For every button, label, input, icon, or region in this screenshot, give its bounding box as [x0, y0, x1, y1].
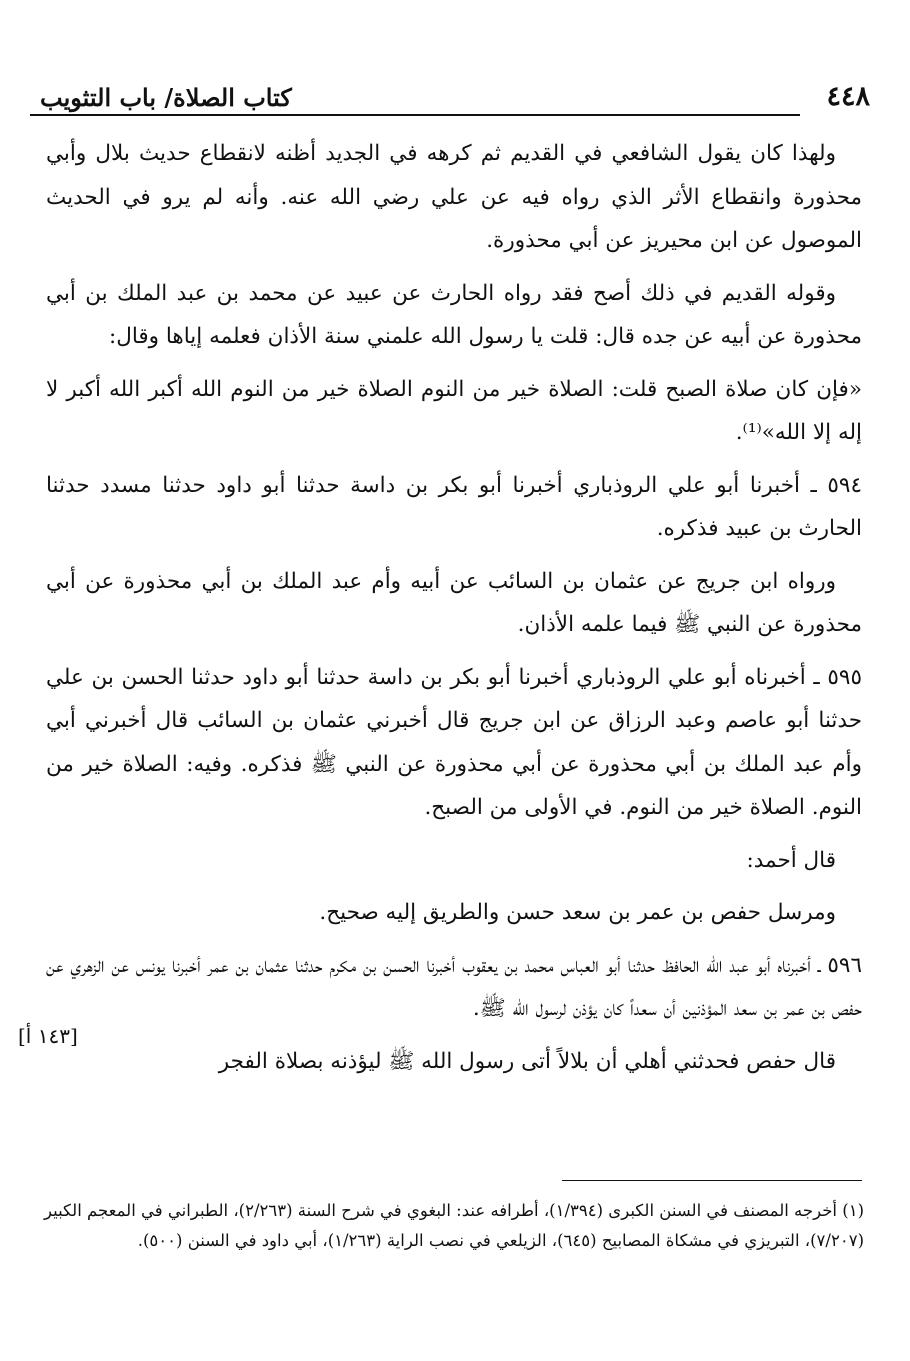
- hadith-596: ٥٩٦ ـ أخبرناه أبو عبد الله الحافظ حدثنا أبو العباس محمد بن يعقوب أخبرنا الحسن بن مكرم حدثنا عثمان بن عمر أخبرنا يونس عن الزهري عن حفص بن عمر بن سعد المؤذنين أن سعداً كان يؤذن لرسول الله ﷺ.: [46, 952, 862, 1021]
- footnote: (١) أخرجه المصنف في السنن الكبرى (١/٣٩٤)، أطرافه عند: البغوي في شرح السنة (٢/٢٦٣)، الطبراني في المعجم الكبير (٧/٢٠٧)، التبريزي في مشكاة المصابيح (٦٤٥)، الزيلعي في نصب الراية (١/٢٦٣)، أبي داود في السنن (٥٠٠).: [44, 1201, 864, 1250]
- header-rule: [30, 114, 800, 116]
- page-header: [40, 72, 870, 112]
- footnote-rule: [562, 1180, 862, 1181]
- manuscript-folio-marker: [١٤٣ أ]: [18, 1024, 78, 1048]
- paragraph-hafs-bilal: قال حفص فحدثني أهلي أن بلالاً أتى رسول الله ﷺ ليؤذنه بصلاة الفجر: [218, 1048, 836, 1074]
- hadith-595: ٥٩٥ ـ أخبرناه أبو علي الروذباري أخبرنا أبو بكر بن داسة حدثنا أبو داود حدثنا الحسن بن علي حدثنا أبو عاصم وعبد الرزاق عن ابن جريج قال أخبرني عثمان بن السائب قال أخبرني أبي وأم عبد الملك بن أبي محذورة عن أبي محذورة عن النبي ﷺ فذكره. وفيه: الصلاة خير من النوم. الصلاة خير من النوم. في الأولى من الصبح.: [46, 664, 862, 820]
- paragraph-ibn-jurayj: ورواه ابن جريج عن عثمان بن السائب عن أبيه وأم عبد الملك بن أبي محذورة عن أبي محذورة عن النبي ﷺ فيما علمه الأذان.: [46, 568, 862, 637]
- running-title: كتاب الصلاة/ باب التثويب: [40, 83, 292, 112]
- main-text: [46, 132, 862, 1092]
- paragraph-qala-ahmad: قال أحمد:: [746, 847, 836, 873]
- paragraph-shafii-opinion: ولهذا كان يقول الشافعي في القديم ثم كرهه في الجديد أظنه لانقطاع حديث بلال وأبي محذورة وانقطاع الأثر الذي رواه فيه عن علي رضي الله عنه. وأنه لم يرو في الحديث الموصول عن ابن محيريز عن أبي محذورة.: [46, 141, 862, 253]
- paragraph-hadith-quote: «فإن كان صلاة الصبح قلت: الصلاة خير من النوم الصلاة خير من النوم الله أكبر الله أكبر لا إله إلا الله»⁽¹⁾.: [46, 376, 862, 445]
- page-number: ٤٤٨: [826, 81, 870, 112]
- paragraph-mursal-hafs: ومرسل حفص بن عمر بن سعد حسن والطريق إليه صحيح.: [319, 900, 836, 925]
- hadith-594: ٥٩٤ ـ أخبرنا أبو علي الروذباري أخبرنا أبو بكر بن داسة حدثنا أبو داود حدثنا مسدد حدثنا الحارث بن عبيد فذكره.: [46, 472, 862, 541]
- paragraph-old-opinion: وقوله القديم في ذلك أصح فقد رواه الحارث عن عبيد عن محمد بن عبد الملك بن أبي محذورة عن أبيه عن جده قال: قلت يا رسول الله علمني سنة الأذان فعلمه إياها وقال:: [46, 280, 862, 349]
